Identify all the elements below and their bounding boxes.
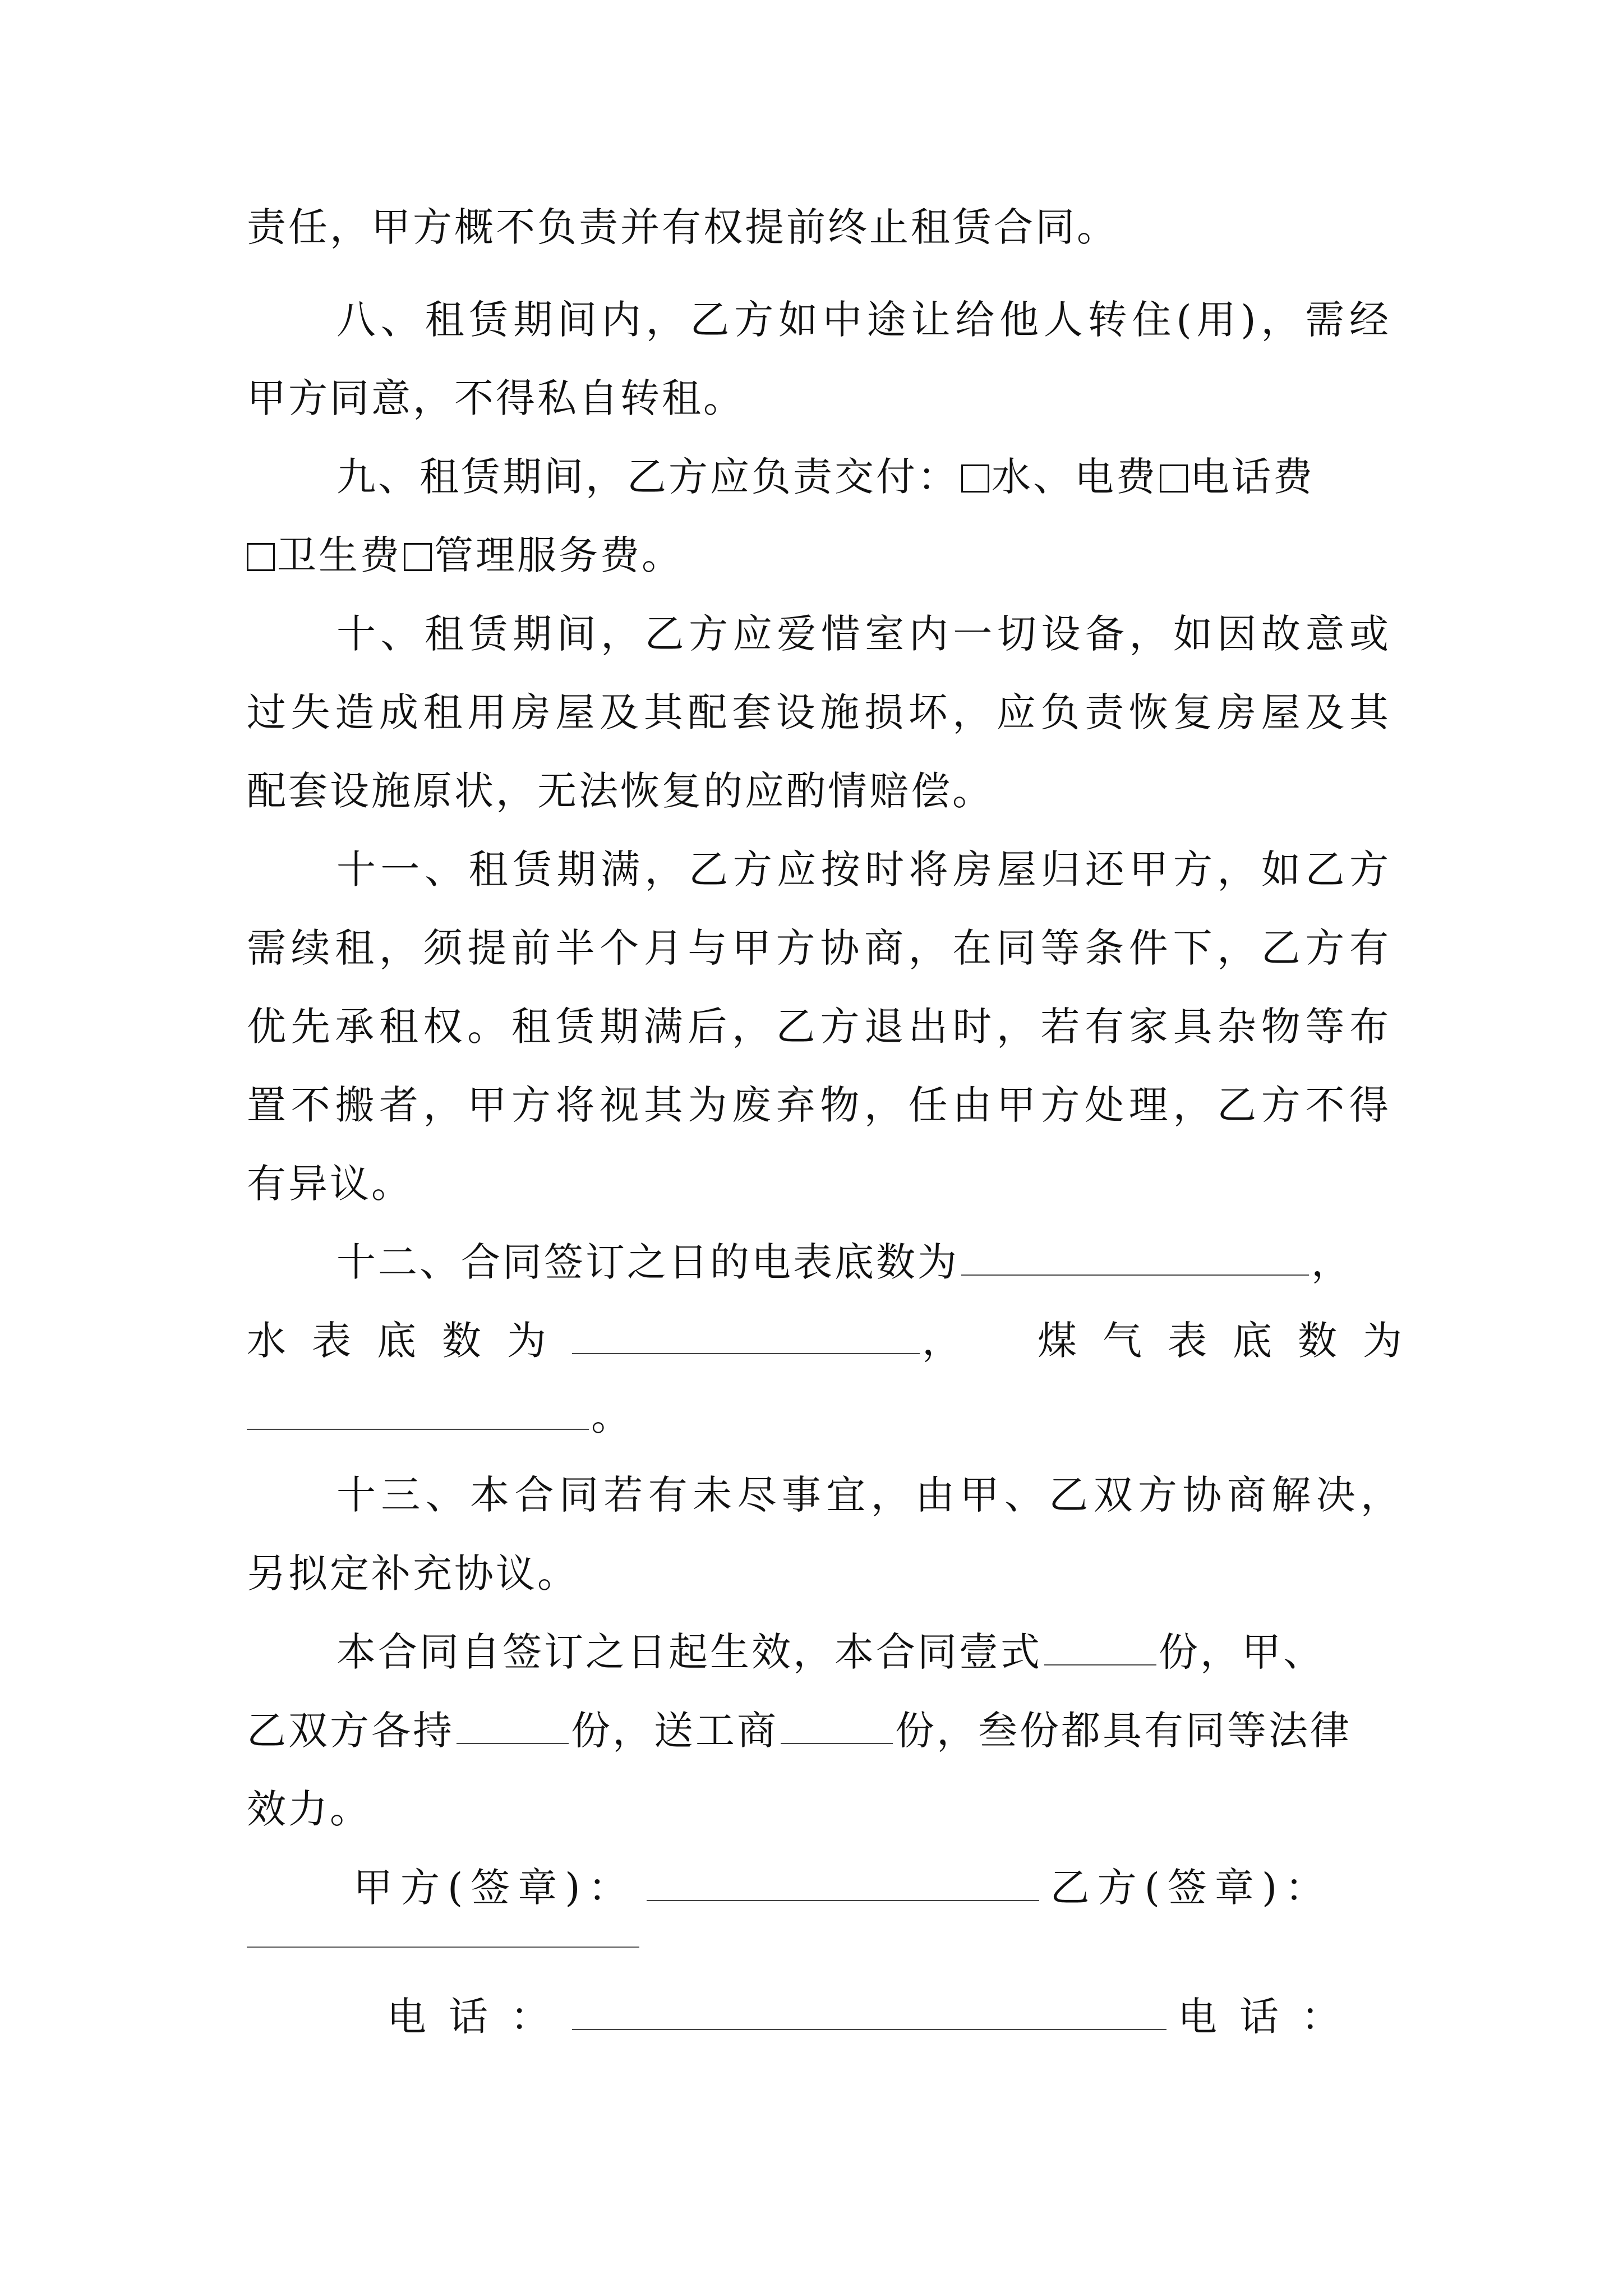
- party-a-signature-blank[interactable]: [647, 1865, 1039, 1901]
- clause-8-line-1: 八、租赁期间内，乙方如中途让给他人转住(用)，需经: [336, 297, 1391, 343]
- effect-text: 本合同自签订之日起生效，本合同壹式: [336, 1629, 1042, 1675]
- clause-11-line-4: 置不搬者，甲方将视其为废弃物，任由甲方处理，乙方不得: [247, 1082, 1391, 1128]
- copies-commerce-blank[interactable]: [781, 1708, 893, 1744]
- punctuation: ，: [922, 1318, 987, 1364]
- gas-meter-blank[interactable]: [247, 1394, 589, 1430]
- party-b-phone-label: 电话：: [1178, 1994, 1363, 2040]
- clause-12-line-2: [247, 1313, 1428, 1369]
- water-meter-blank[interactable]: [572, 1318, 920, 1354]
- checkbox[interactable]: [247, 543, 275, 571]
- effect-text: 乙双方各持: [247, 1708, 454, 1754]
- clause-9-option-sanitation: 卫生费: [277, 532, 402, 578]
- effect-line-3: 效力。: [247, 1786, 371, 1832]
- clause-10-line-2: 过失造成租用房屋及其配套设施损坏，应负责恢复房屋及其: [247, 689, 1391, 735]
- effect-text: 份，叁份都具有同等法律: [895, 1708, 1352, 1754]
- clause-8-line-2: 甲方同意，不得私自转租。: [247, 375, 745, 421]
- clause-9-line-2: [247, 527, 1391, 583]
- clause-9-option-water-electric: 水、电费: [992, 454, 1158, 500]
- party-a-phone-label: 电话：: [387, 1994, 572, 2040]
- clause-11-line-2: 需续租，须提前半个月与甲方协商，在同等条件下，乙方有: [247, 925, 1391, 971]
- party-a-signature-label: 甲方(签章)：: [353, 1865, 635, 1911]
- clause-11-line-5: 有异议。: [247, 1161, 413, 1207]
- copies-total-blank[interactable]: [1044, 1630, 1156, 1665]
- water-meter-label: 水表底数为: [247, 1318, 572, 1364]
- checkbox[interactable]: [1160, 464, 1188, 493]
- clause-9-prefix: 九、租赁期间，乙方应负责交付：: [336, 454, 959, 500]
- gas-meter-label: 煤气表底数为: [1038, 1318, 1428, 1364]
- clause-12-electric-label: 十二、合同签订之日的电表底数为: [336, 1239, 959, 1285]
- clause-13-line-1: 十三、本合同若有未尽事宜，由甲、乙双方协商解决，: [336, 1472, 1402, 1518]
- clause-13-line-2: 另拟定补充协议。: [247, 1550, 579, 1596]
- effect-line-2: [247, 1703, 1391, 1759]
- checkbox[interactable]: [961, 464, 989, 493]
- phone-line: [387, 1989, 1396, 2045]
- clause-10-line-1: 十、租赁期间，乙方应爱惜室内一切设备，如因故意或: [336, 611, 1391, 657]
- effect-line-1: [336, 1624, 1391, 1680]
- clause-9-line-1: [336, 449, 1391, 505]
- clause-12-line-1: [336, 1234, 1402, 1290]
- effect-text: 份，送工商: [571, 1708, 778, 1754]
- signature-line: [353, 1860, 1396, 1916]
- checkbox[interactable]: [404, 543, 432, 571]
- clause-9-option-phone: 电话费: [1190, 454, 1315, 500]
- copies-each-blank[interactable]: [457, 1708, 569, 1744]
- punctuation: ，: [1311, 1239, 1353, 1285]
- effect-text: 份，甲、: [1159, 1629, 1325, 1675]
- clause-12-line-3: [247, 1388, 1391, 1444]
- electric-meter-blank[interactable]: [961, 1240, 1309, 1276]
- punctuation: 。: [591, 1393, 633, 1439]
- party-b-signature-blank[interactable]: [247, 1947, 639, 1948]
- party-b-signature-label: 乙方(签章)：: [1050, 1865, 1332, 1911]
- clause-11-line-1: 十一、租赁期满，乙方应按时将房屋归还甲方，如乙方: [336, 846, 1391, 892]
- paragraph-line: 责任，甲方概不负责并有权提前终止租赁合同。: [247, 204, 1118, 250]
- party-a-phone-blank[interactable]: [572, 1994, 1166, 2030]
- clause-11-line-3: 优先承租权。租赁期满后，乙方退出时，若有家具杂物等布: [247, 1004, 1391, 1050]
- clause-10-line-3: 配套设施原状，无法恢复的应酌情赔偿。: [247, 768, 994, 814]
- clause-9-option-management: 管理服务费。: [434, 532, 683, 578]
